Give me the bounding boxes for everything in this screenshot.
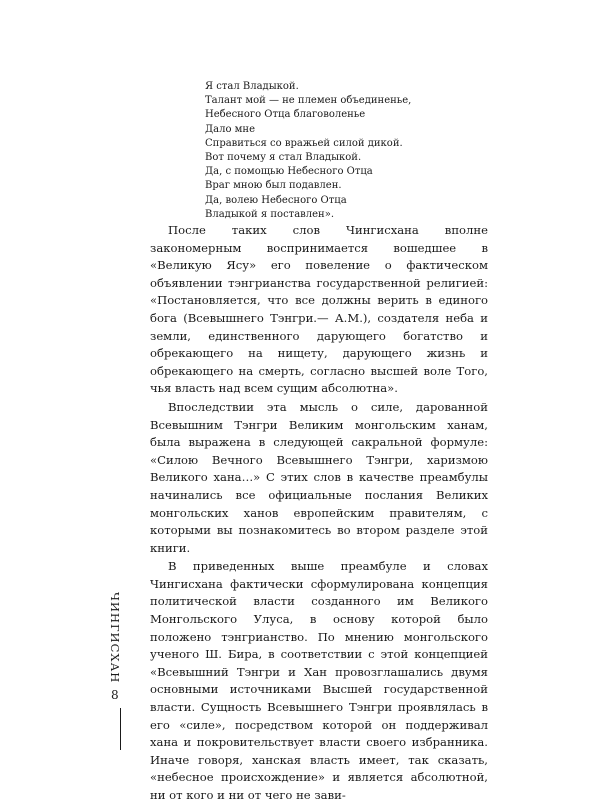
- poem-line: Талант мой — не племен объединенье,: [205, 95, 412, 107]
- poem-line: Враг мною был подавлен.: [205, 180, 342, 192]
- paragraph: Впоследствии эта мысль о силе, дарованной Всевышним Тэнгри Великим монгольским ханам, была выражена в следующей сакральной формуле: «Силою Вечного Всевышнего Тэнгри, харизмою Великого хана…» С этих слов в качестве преамбулы начинались все официальные послания Великих монгольских ханов европейским правителям, с которыми вы познакомитесь во втором разделе этой книги.: [150, 399, 488, 555]
- poem-line: Я стал Владыкой.: [205, 81, 299, 92]
- poem-line: Да, волею Небесного Отца: [205, 194, 347, 206]
- poem-line: Владыкой я поставлен».: [205, 208, 335, 220]
- paragraph: После таких слов Чингисхана вполне закономерным воспринимается вошедшее в «Великую Ясу» его повеление о фактическом объявлении тэнгрианства государственной религией: «Постановляется, что все должны верить в единого бога (Всевышнего Тэнгри.— А.М.), создателя неба и земли, единственного дарующего богатство и обрекающего на нищету, дарующего жизнь и обрекающего на смерть, согласно высшей воле Того, чья власть над всем сущим абсолютна».: [150, 223, 488, 396]
- poem-line: Дало мне: [205, 123, 256, 135]
- body-text: [150, 222, 488, 805]
- poem-line: Да, с помощью Небесного Отца: [205, 166, 373, 178]
- poem-line: Небесного Отца благоволенье: [205, 109, 366, 121]
- poem-line: Справиться со вражьей силой дикой.: [205, 137, 403, 149]
- margin-rule: [120, 708, 121, 750]
- page-number: 8: [111, 688, 119, 702]
- poem-quote: [205, 80, 465, 222]
- paragraph: В приведенных выше преамбуле и словах Чингисхана фактически сформулирована концепция политической власти созданного им Великого Монгольского Улуса, в основу которой было положено тэнгрианство. По мнению монгольского ученого Ш. Бира, в соответствии с этой концепцией «Всевышний Тэнгри и Хан провозглашались двумя основными источниками Высшей государственной власти. Сущность Всевышнего Тэнгри проявлялась в его «силе», посредством которой он поддерживал хана и покровительствует власти своего избранника. Иначе говоря, ханская власть имеет, так сказать, «небесное происхождение» и является абсолютной, ни от кого и ни от чего не зави-: [150, 559, 488, 802]
- running-head: ЧИНГИСХАН: [108, 592, 122, 684]
- poem-line: Вот почему я стал Владыкой.: [205, 152, 362, 164]
